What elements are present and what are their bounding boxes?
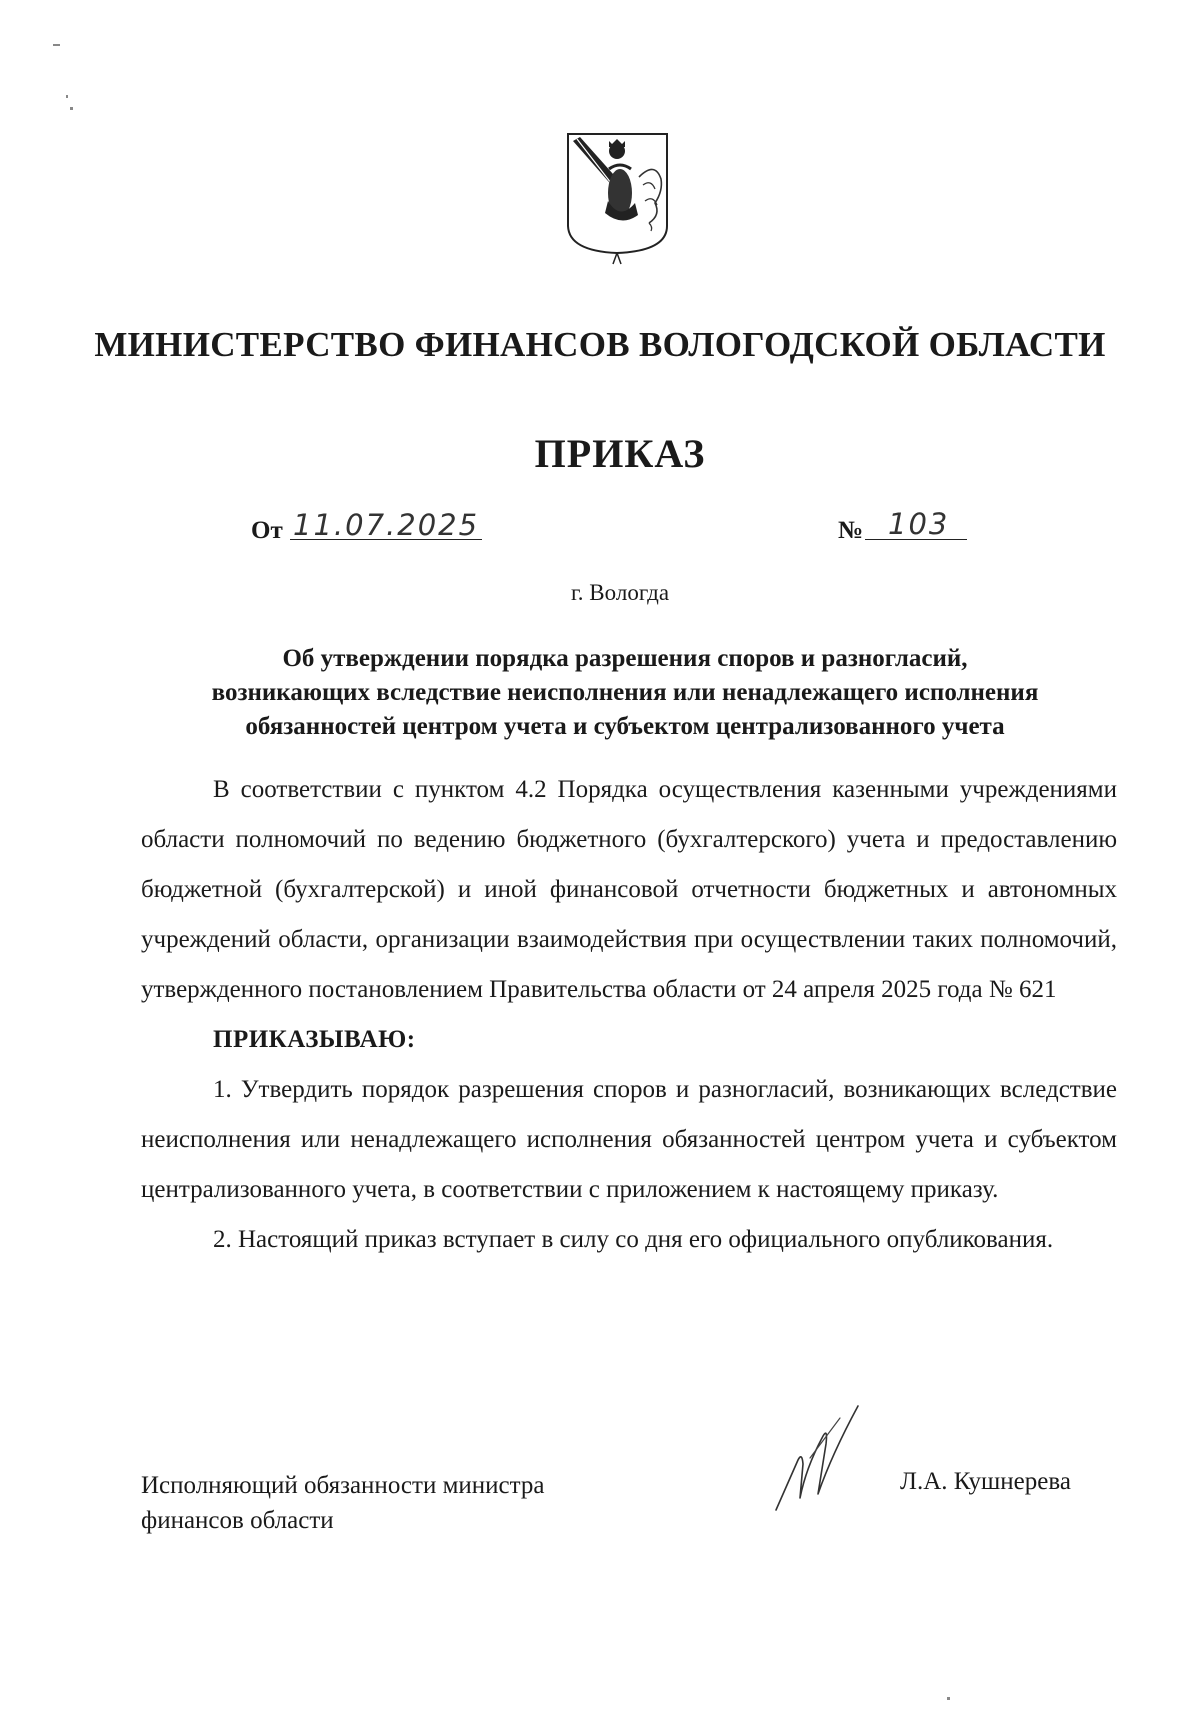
city-line: г. Вологда [570, 580, 670, 605]
coat-of-arms-emblem [565, 131, 670, 266]
date-label: От [251, 517, 283, 544]
signer-name: Л.А. Кушнерева [900, 1468, 1071, 1495]
order-subject [130, 642, 1120, 744]
subject-line: возникающих вследствие неисполнения или ненадлежащего исполнения [211, 679, 1039, 706]
document-type-title: ПРИКАЗ [534, 431, 706, 476]
subject-line: обязанностей центром учета и субъектом централизованного учета [245, 713, 1005, 740]
order-body [141, 765, 1117, 1265]
order-item: 2. Настоящий приказ вступает в силу со дня его официального опубликования. [213, 1226, 1054, 1253]
subject-line: Об утверждении порядка разрешения споров и разногласий, [282, 645, 968, 672]
decree-heading: ПРИКАЗЫВАЮ: [213, 1026, 416, 1053]
order-item: 1. Утвердить порядок разрешения споров и разногласий, возникающих вследствие неисполнения или ненадлежащего исполнения обязанностей центром учета и субъектом централизованного учета, в соответствии с приложением к настоящему приказу. [141, 1076, 1117, 1203]
handwritten-number: 103 [888, 507, 950, 541]
signer-position-line: Исполняющий обязанности министра [141, 1472, 545, 1499]
preamble-paragraph: В соответствии с пунктом 4.2 Порядка осуществления казенными учреждениями области полномочий по ведению бюджетного (бухгалтерского) учета и предоставлению бюджетной (бухгалтерской) и иной финансовой отчетности бюджетных и автономных учреждений области, организации взаимодействия при осуществлении таких полномочий, утвержденного постановлением Правительства области от 24 апреля 2025 года № 621 [141, 776, 1117, 1003]
handwritten-signature [770, 1398, 865, 1518]
handwritten-date: 11.07.2025 [293, 508, 480, 542]
signer-position [141, 1468, 544, 1538]
ministry-title: МИНИСТЕРСТВО ФИНАНСОВ ВОЛОГОДСКОЙ ОБЛАСТИ [94, 325, 1106, 364]
number-label: № [838, 517, 864, 544]
signer-position-line: финансов области [141, 1507, 334, 1534]
